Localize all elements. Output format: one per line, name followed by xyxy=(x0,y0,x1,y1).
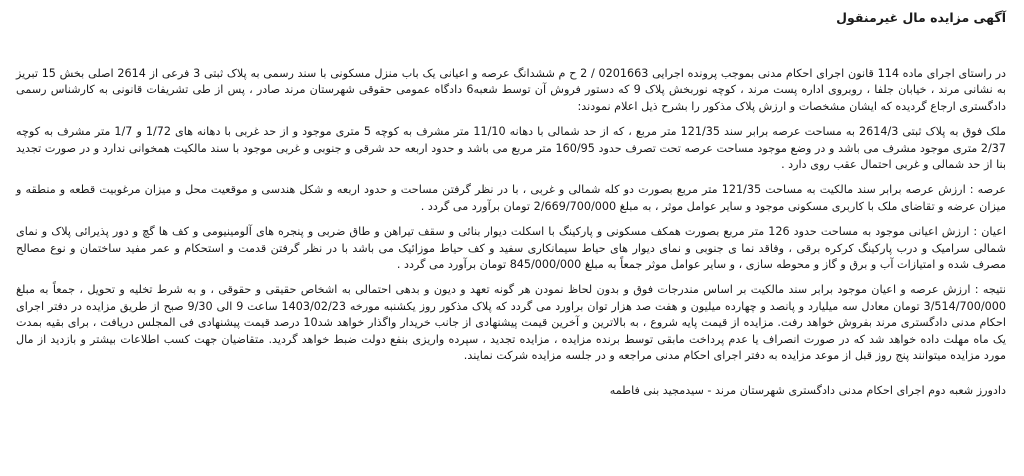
paragraph-conclusion: نتیجه : ارزش عرصه و اعیان موجود برابر سند مالکیت بر اساس مندرجات فوق و بدون لحاظ نمودن هر گونه تعهد و دیون و بدهی احتمالی به اشخاص حقیقی و حقوقی ، و به شرط تخلیه و تحویل ، جمعاً به مبلغ 3/514/700/000 تومان معادل سه میلیارد و پانصد و چهارده میلیون و هفت صد هزار توان براورد می گردد که پلاک مذکور روز یکشنبه مورخه 1403/02/23 ساعت 9 الی 9/30 صبح از طریق مزایده در دفتر اجرای احکام مدنی دادگستری مرند بفروش خواهد رفت. مزایده از قیمت پایه شروع ، به بالاترین و آخرین قیمت پیشنهادی از جانب خریدار واگذار خواهد شد10 درصد قیمت پیشنهادی فی المجلس دریافت ، برای بقیه بمدت یک ماه مهلت داده خواهد شد که در صورت انصراف یا عدم پرداخت مابقی توسط برنده مزایده ، مزایده تجدید ، سپرده واریزی بنفع دولت ضبط خواهد گردید. متقاضیان جهت کسب اطلاعات بیشتر و بازدید از مال مورد مزایده میتوانند پنج روز قبل از موعد مزایده به دفتر اجرای احکام مدنی مراجعه و در جلسه مزایده شرکت نمایند. xyxy=(16,283,1006,363)
paragraph-property-description: ملک فوق به پلاک ثبتی 2614/3 به مساحت عرصه برابر سند 121/35 متر مربع ، که از حد شمالی با دهانه 11/10 متر مشرف به کوچه 5 متری موجود و از حد غربی با دهانه های 1/72 و 1/7 متر مشرف به کوچه 2/37 متری موجود مشرف می باشد و در وضع موجود مساحت عرصه تحت تصرف حدود 160/95 متر مربع می باشد و حدود اربعه حد شرقی و جنوبی و غربی موجود با سند مالکیت همخوانی ندارد و در صورت تجدید بنا از حد شمالی و غربی احتمال عقب روی دارد . xyxy=(16,125,1006,172)
paragraph-building-value: اعیان : ارزش اعیانی موجود به مساحت حدود 126 متر مربع بصورت همکف مسکونی و پارکینگ با اسکلت دیوار بنائی و سقف تیراهن و طاق ضربی و پنجره های آلومینیومی و کف ها گچ و دور پذیرائی پلاک و نمای شمالی سرامیک و درب پارکینگ کرکره برقی ، وفاقد نما ی جنوبی و نمای دیوار های حیاط سیمانکاری سفید و کف حیاط موزائیک می باشد با در نظر گرفتن قدمت و استحکام و عمر مفید ساختمان و نوع مصالح مصرف شده و امتیازات آب و برق و گاز و محوطه سازی ، و سایر عوامل موثر جمعاً به مبلغ 845/000/000 تومان برآورد می گردد . xyxy=(16,225,1006,272)
notice-title: آگهی مزایده مال غیرمنقول xyxy=(836,10,1006,25)
paragraph-intro: در راستای اجرای ماده 114 قانون اجرای احکام مدنی بموجب پرونده اجرایی 0201663 / 2 ح م ششدانگ عرصه و اعیانی یک باب منزل مسکونی با سند رسمی به پلاک ثبتی 3 فرعی از 2614 اصلی بخش 15 تبریز به نشانی مرند ، خیابان جلفا ، روبروی اداره پست مرند ، کوچه نوربخش پلاک 9 که دستور فروش آن توسط شعبه6 دادگاه عمومی حقوقی شهرستان مرند صادر ، پس از طی تشریفات قانونی به کارشناس رسمی دادگستری ارجاع گردیده که ایشان مشخصات و ارزش پلاک مذکور را بشرح ذیل اعلام نمودند: xyxy=(16,67,1006,113)
paragraph-land-value: عرصه : ارزش عرصه برابر سند مالکیت به مساحت 121/35 متر مربع بصورت دو کله شمالی و غربی ، با در نظر گرفتن مساحت و حدود اربعه و شکل هندسی و موقعیت محل و میزان مرغوبیت قطعه و منطقه و میزان عرضه و تقاضای ملک با کاربری مسکونی موجود و سایر عوامل موثر ، به مبلغ 2/669/700/000 تومان برآورد می گردد . xyxy=(16,183,1006,213)
signature-line: دادورز شعبه دوم اجرای احکام مدنی دادگستری شهرستان مرند - سیدمجید بنی فاطمه xyxy=(609,383,1006,397)
